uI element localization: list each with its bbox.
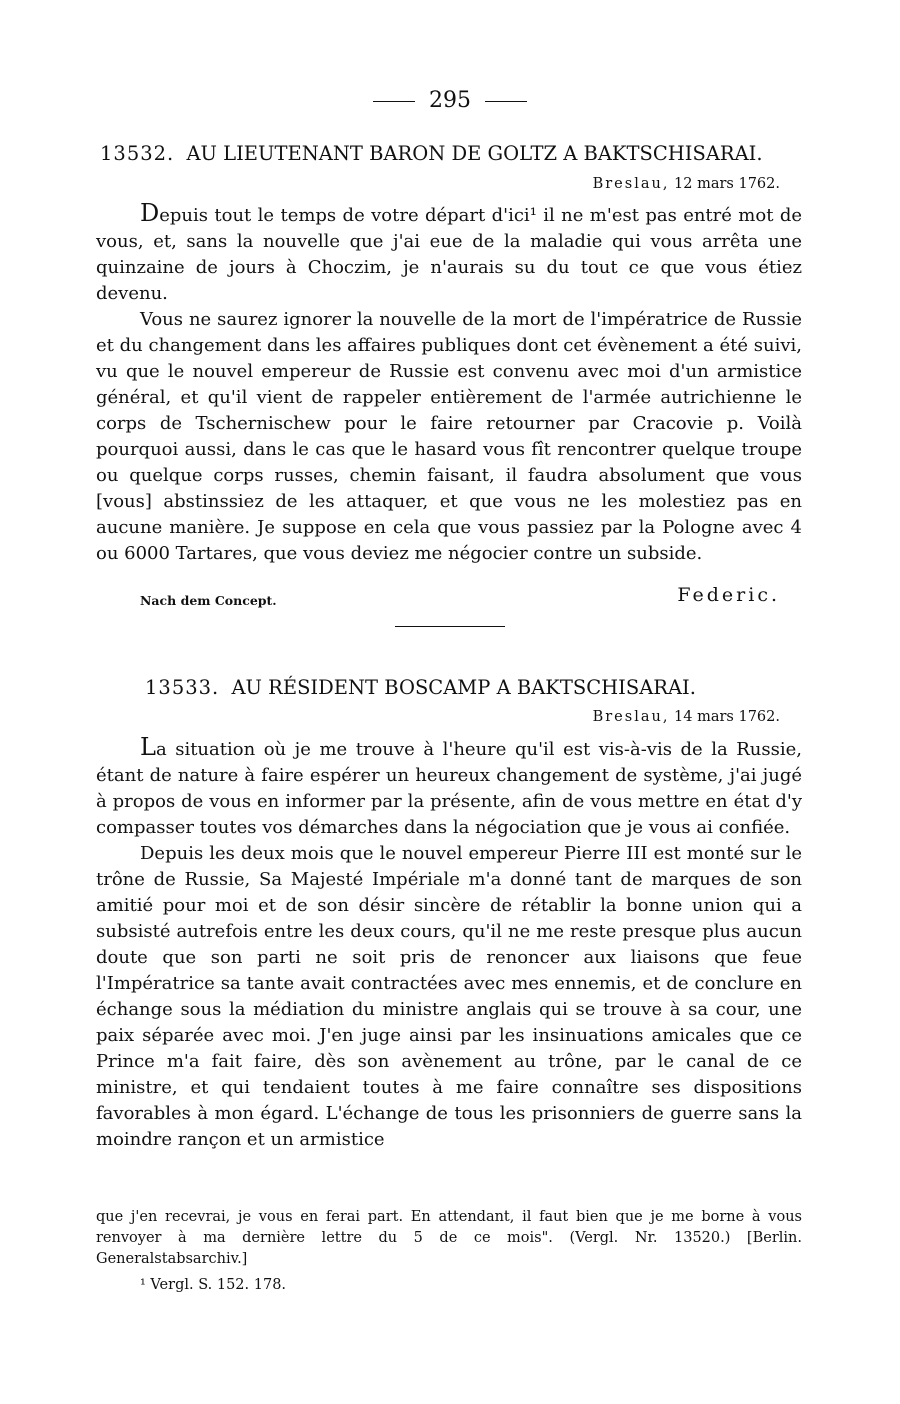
page-number-text: 295 [429, 88, 471, 113]
section-divider [395, 626, 505, 627]
letter-2-paragraph-2: Depuis les deux mois que le nouvel empereur Pierre III est monté sur le trône de Russie, Sa Majesté Impériale m'a donné tant de marques de son amitié pour moi et de son désir sincère de rétablir la bonne union qui a subsisté autrefois entre les deux cours, qu'il ne me reste presque plus aucun doute que son parti ne soit pris de renoncer aux liaisons que feue l'Impératrice sa tante avait contractées avec mes ennemis, et de conclure en échange sous la médiation du ministre anglais qui se trouve à sa cour, une paix séparée avec moi. J'en juge ainsi par les insinuations amicales que ce Prince m'a fait faire, dès son avènement au trône, par le canal de ce ministre, et qui tendaient toutes à me faire connaître ses dispositions favorables à mon égard. L'échange de tous les prisonniers de guerre sans la moindre rançon et un armistice [96, 843, 802, 1150]
letter-2-heading [145, 675, 845, 701]
letter-2-title: AU RÉSIDENT BOSCAMP A BAKTSCHISARAI. [231, 676, 696, 699]
letter-2-number: 13533. [145, 676, 220, 699]
letter-1-source: Nach dem Concept. [140, 593, 277, 608]
page-number-dash-right [485, 101, 527, 102]
letter-2-body [96, 734, 802, 1153]
letter-1-title: AU LIEUTENANT BARON DE GOLTZ A BAKTSCHISARAI. [186, 142, 763, 165]
letter-1-place: Breslau, [592, 176, 670, 192]
footnote: ¹ Vergl. S. 152. 178. [140, 1277, 287, 1293]
letter-2-date: 14 mars 1762. [674, 709, 780, 725]
letter-1-initial: D [140, 199, 160, 227]
letter-2-place: Breslau, [592, 709, 670, 725]
letter-1-signature: Federic. [677, 584, 780, 606]
letter-1-heading [100, 141, 800, 167]
letter-1-paragraph-1-text: epuis tout le temps de votre départ d'ici¹ il ne m'est pas entré mot de vous, et, sans la nouvelle que j'ai eue de la maladie qui vous arrêta une quinzaine de jours à Choczim, je n'aurais su du tout ce que vous étiez devenu. [96, 205, 802, 304]
letter-1-body [96, 200, 802, 567]
letter-1-number: 13532. [100, 142, 175, 165]
letter-1-paragraph-2: Vous ne saurez ignorer la nouvelle de la mort de l'impératrice de Russie et du changement dans les affaires publiques dont cet évènement a été suivi, vu que le nouvel empereur de Russie est convenu avec moi d'un armistice général, et qu'il vient de rappeler entièrement de l'armée autrichienne le corps de Tschernischew pour le faire retourner par Cracovie p. Voilà pourquoi aussi, dans le cas que le hasard vous fît rencontrer quelque troupe ou quelque corps russes, chemin faisant, il faudra absolument que vous [vous] abstinssiez de les attaquer, et que vous ne les molestiez pas en aucune manière. Je suppose en cela que vous passiez par la Pologne avec 4 ou 6000 Tartares, que vous deviez me négocier contre un subside. [96, 309, 802, 564]
letter-1-date: 12 mars 1762. [674, 176, 780, 192]
letter-1-dateline [593, 174, 780, 194]
letter-2-paragraph-1 [96, 734, 802, 841]
letter-2-dateline [593, 707, 780, 727]
letter-2-initial: L [140, 733, 156, 761]
letter-1-paragraph-1 [96, 200, 802, 307]
letter-2-paragraph-1-text: a situation où je me trouve à l'heure qu'il est vis-à-vis de la Russie, étant de nature à faire espérer un heureux changement de système, j'ai jugé à propos de vous en informer par la présente, afin de vous mettre en état d'y compasser toutes vos démarches dans la négociation que je vous ai confiée. [96, 739, 802, 838]
page-number-dash-left [373, 101, 415, 102]
page-number [0, 88, 900, 114]
continuation-note: que j'en recevrai, je vous en ferai part. En attendant, il faut bien que je me borne à vous renvoyer à ma dernière lettre du 5 de ce mois". (Vergl. Nr. 13520.) [Berlin. Generalstabsarchiv.] [96, 1209, 802, 1267]
